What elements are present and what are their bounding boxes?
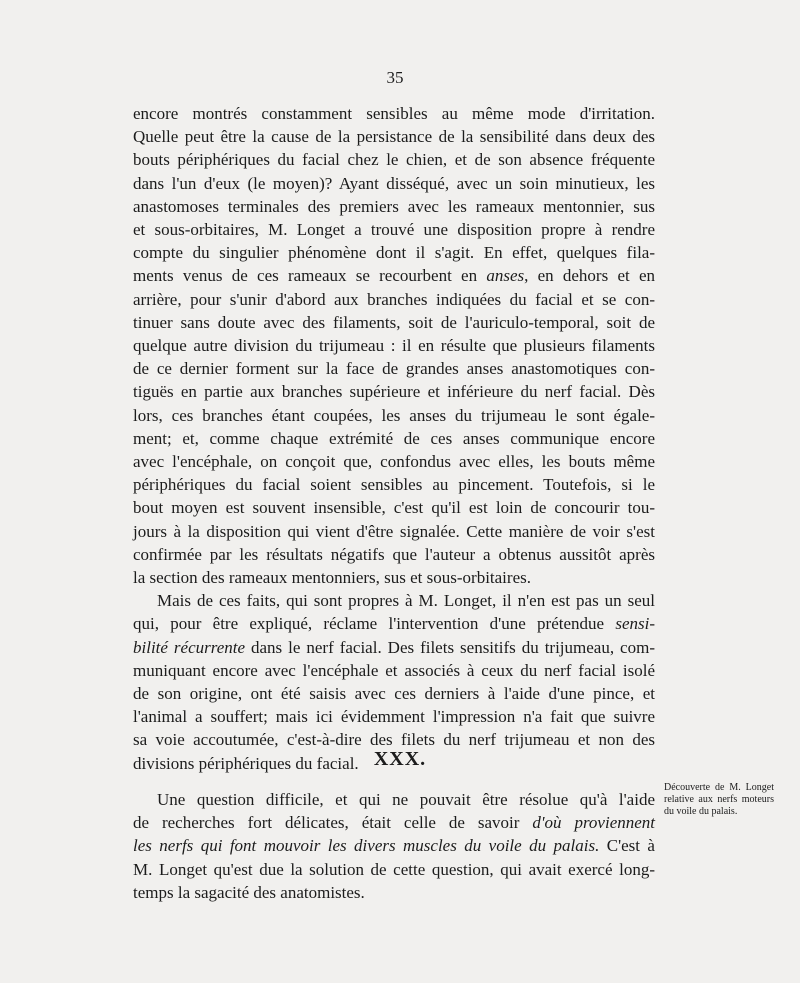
text-line: anastomoses terminales des premiers avec les rameaux mentonnier, sus [133, 196, 655, 216]
text-line: jours à la disposition qui vient d'être signalée. Cette manière de voir s'est [133, 521, 655, 541]
text-line: bouts périphériques du facial chez le chien, et de son absence fréquente [133, 150, 655, 170]
text-line: tiguës en partie aux branches supérieure et inférieure du nerf facial. Dès [133, 382, 655, 402]
text-line: temps la sagacité des anatomistes. [133, 882, 365, 902]
text-line: de ce dernier forment sur la face de grandes anses anastomotiques con- [133, 359, 655, 379]
italic-term: bilité récurrente [133, 637, 246, 657]
text-line: tinuer sans doute avec des filaments, soit de l'auriculo-temporal, soit de [133, 312, 655, 332]
text-line [133, 636, 655, 659]
text-line: ment; et, comme chaque extrémité de ces anses communique encore [133, 428, 655, 448]
text-line: confirmée par les résultats négatifs que l'auteur a obtenus aussitôt après [133, 544, 655, 564]
text-segment: , en dehors et en [524, 266, 655, 286]
text-line: M. Longet qu'est due la solution de cette question, qui avait exercé long- [133, 859, 655, 879]
section-heading: XXX. [373, 748, 427, 770]
text-line [133, 264, 655, 287]
text-line: divisions périphériques du facial. [133, 753, 359, 773]
italic-term: anses [486, 266, 525, 286]
text-line: sa voie accoutumée, c'est-à-dire des filets du nerf trijumeau et non des [133, 730, 655, 750]
italic-term: sensi- [615, 614, 655, 634]
text-line: arrière, pour s'unir d'abord aux branches indiquées du facial et se con- [133, 289, 655, 309]
text-line: Une question difficile, et qui ne pouvait être résolue qu'à l'aide [157, 790, 655, 809]
section-paragraph [133, 788, 655, 904]
text-line: la section des rameaux mentonniers, sus et sous-orbitaires. [133, 568, 531, 588]
text-line: l'animal a souffert; mais ici évidemment l'impression n'a fait que suivre [133, 707, 655, 727]
text-line: Quelle peut être la cause de la persistance de la sensibilité dans deux des [133, 127, 655, 147]
text-segment: de recherches fort délicates, était celle de savoir [133, 813, 533, 833]
margin-note: Découverte de M. Longet relative aux nerfs moteurs du voile du palais. [664, 782, 774, 817]
text-line: Mais de ces faits, qui sont propres à M. Longet, il n'en est pas un seul [157, 591, 655, 611]
text-line [133, 612, 655, 635]
text-segment: C'est à [599, 836, 655, 856]
text-line: bout moyen est souvent insensible, c'est qu'il est loin de concourir tou- [133, 498, 655, 518]
italic-term: d'où proviennent [532, 813, 656, 833]
text-line: encore montrés constamment sensibles au même mode d'irritation. [133, 104, 655, 123]
text-line: muniquant encore avec l'encéphale et associés à ceux du nerf facial isolé [133, 660, 655, 680]
text-line: de son origine, ont été saisis avec ces derniers à l'aide d'une pince, et [133, 684, 655, 704]
italic-term: les nerfs qui font mouvoir les divers muscles du voile du palais. [133, 836, 600, 856]
text-segment: ments venus de ces rameaux se recourbent en [133, 266, 487, 286]
text-line [133, 811, 655, 834]
text-line: compte du singulier phénomène dont il s'agit. En effet, quelques fila- [133, 243, 655, 263]
text-line: périphériques du facial soient sensibles au pincement. Toutefois, si le [133, 475, 655, 495]
text-line: avec l'encéphale, on conçoit que, confondus avec elles, les bouts même [133, 452, 655, 472]
text-segment: dans le nerf facial. Des filets sensitifs du trijumeau, com- [245, 637, 655, 657]
body-text [133, 102, 655, 775]
paragraph-1 [133, 102, 655, 589]
page-number: 35 [386, 68, 404, 87]
text-line: dans l'un d'eux (le moyen)? Ayant disséqué, avec un soin minutieux, les [133, 173, 655, 193]
text-line [133, 834, 655, 857]
text-segment: qui, pour être expliqué, réclame l'intervention d'une prétendue [133, 614, 616, 634]
text-line: quelque autre division du trijumeau : il en résulte que plusieurs filaments [133, 336, 655, 356]
text-line: lors, ces branches étant coupées, les anses du trijumeau le sont égale- [133, 405, 655, 425]
text-line: et sous-orbitaires, M. Longet a trouvé une disposition propre à rendre [133, 220, 655, 240]
